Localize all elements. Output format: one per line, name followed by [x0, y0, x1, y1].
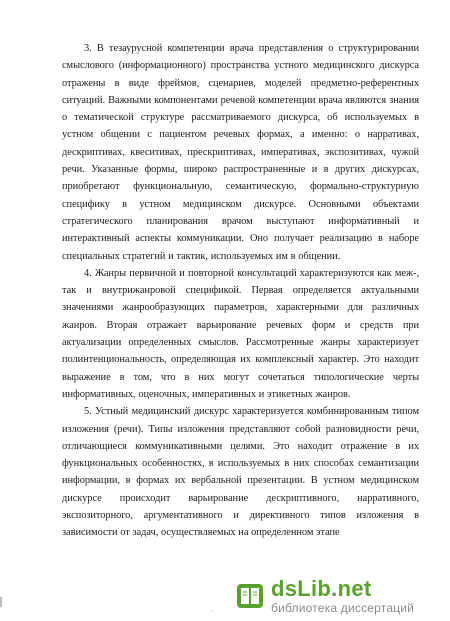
paragraph-5: 5. Устный медицинский дискурс характеризуется комбинированным типом изложения (речи). Типы изложения представляют собой разновидности речи, отличающиеся коммуникативными целями. Это находит отражение в их функциональных особенностях, в используемых в них способах семантизации информации, в формах их вербальной презентации. В устном медицинском дискурсе происходит варьирование дескриптивного, нарративного, экспозиторного, аргументативного и директивного типов изложения в зависимости от задач, осуществляемых на определенном этапе — [62, 406, 419, 539]
page-dot: ' — [212, 609, 214, 617]
document-body — [62, 40, 419, 542]
dslib-logo-icon — [235, 581, 265, 611]
paragraph-4: 4. Жанры первичной и повторной консультаций характеризуются как меж-, так и внутрижанровой спецификой. Первая определяется актуальными значениями жанрообразующих параметров, характерными для различных жанров. Вторая отражает варьирование речевых форм и средств при актуализации определенных смыслов. Рассмотренные жанры характеризует полинтенциональность, определяющая их комплексный характер. Это находит выражение в том, что в них могут сочетаться типологические черты информативных, оценочных, императивных и этикетных жанров. — [62, 267, 419, 400]
watermark-text — [271, 578, 414, 614]
brand-tld: net — [337, 576, 372, 601]
dslib-watermark[interactable] — [231, 577, 440, 615]
paragraph-3: 3. В тезаурусной компетенции врача представления о структурировании смыслового (информационного) пространства устного медицинского дискурса отражены в виде фреймов, сценариев, моделей предметно-референтных ситуаций. Важными компонентами речевой компетенции врача являются знания о тематической структуре рассматриваемого дискурса, об используемых в устном общении с пациентом речевых формах, а именно: о нарративах, дескриптивах, квеситивах, прескриптивах, императивах, экспозитивах, чужой речи. Указанные формы, широко распространенные и в других дискурсах, приобретают функциональную, семантическую, формально-структурную специфику в устном медицинском дискурсе. Основными объектами стратегического планирования врачом выступают информативный и интерактивный аспекты коммуникации. Оно получает реализацию в наборе специальных стратегий и тактик, используемых им в общении. — [62, 43, 419, 262]
watermark-brand — [271, 578, 414, 600]
watermark-subtitle: библиотека диссертаций — [271, 601, 415, 615]
scan-edge-mark — [0, 597, 2, 607]
brand-dot: . — [331, 576, 338, 601]
brand-main: dsLib — [271, 576, 332, 601]
